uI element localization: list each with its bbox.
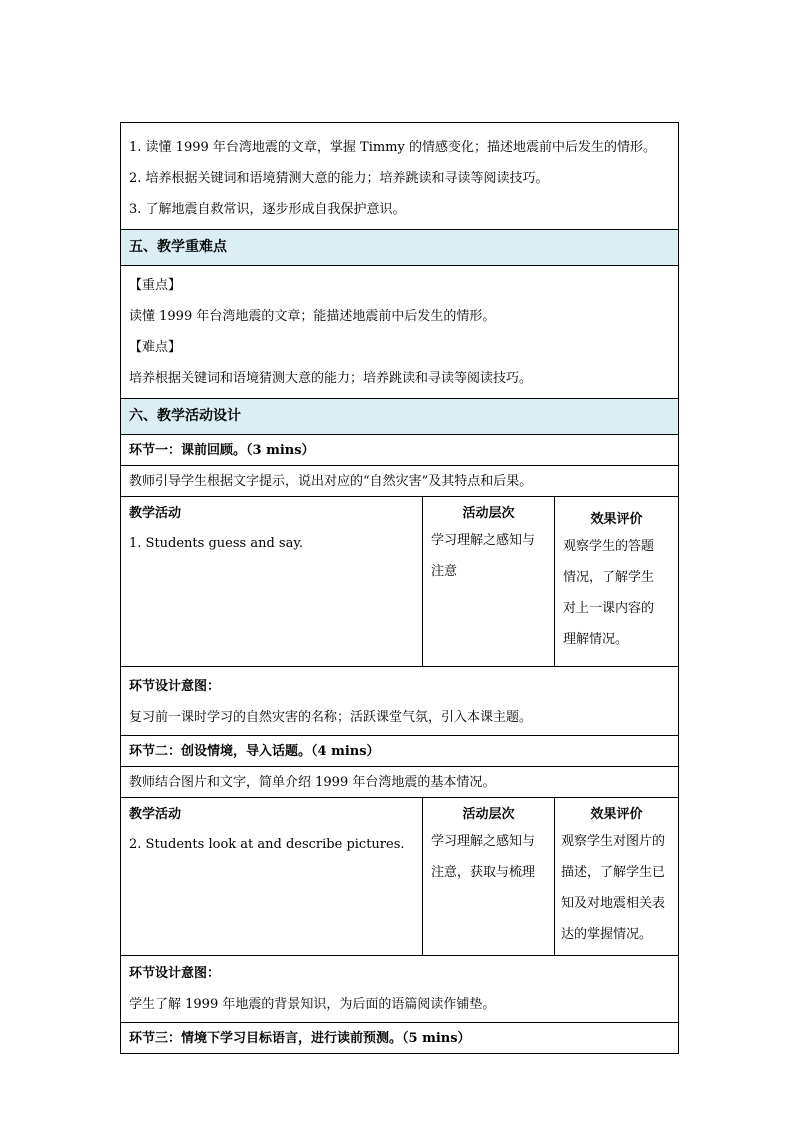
stage-1-activity-text: 1. Students guess and say. xyxy=(129,536,304,551)
stage-1-intro: 教师引导学生根据文字提示，说出对应的“自然灾害”及其特点和后果。 xyxy=(121,466,678,497)
stage-2-design-cell xyxy=(121,956,678,1023)
stage-1-eval-line-1: 观察学生的答题 xyxy=(563,539,655,554)
objective-1: 1. 读懂 1999 年台湾地震的文章，掌握 Timmy 的情感变化；描述地震前中后发生的情形。 xyxy=(129,140,656,155)
stage-1-design-text: 复习前一课时学习的自然灾害的名称；活跃课堂气氛，引入本课主题。 xyxy=(129,710,533,725)
stage-1-activity-header: 教学活动 xyxy=(129,506,182,521)
stage-1-design-cell xyxy=(121,667,678,736)
key-label: 【重点】 xyxy=(129,278,182,293)
difficult-text: 培养根据关键词和语境猜测大意的能力；培养跳读和寻读等阅读技巧。 xyxy=(129,371,533,386)
section-6-title: 六、教学活动设计 xyxy=(121,399,678,435)
stage-2-eval-line-1: 观察学生对图片的 xyxy=(561,834,666,849)
stage-2-design-label: 环节设计意图： xyxy=(129,966,221,981)
stage-1-title: 环节一：课前回顾。（3 mins） xyxy=(121,435,678,466)
key-points-cell xyxy=(121,266,678,399)
stage-2-activity-header: 教学活动 xyxy=(129,807,182,822)
stage-2-activity-text: 2. Students look at and describe pictures. xyxy=(129,837,405,852)
stage-2-eval-header: 效果评价 xyxy=(590,807,643,822)
stage-1-design-label: 环节设计意图： xyxy=(129,679,221,694)
stage-1-level-line-1: 学习理解之感知与 xyxy=(431,533,536,548)
stage-1-eval-header: 效果评价 xyxy=(590,512,643,527)
stage-2-title: 环节二：创设情境，导入话题。（4 mins） xyxy=(121,736,678,767)
stage-3-title: 环节三：情境下学习目标语言，进行读前预测。（5 mins） xyxy=(121,1023,678,1054)
stage-1-activity-table xyxy=(121,497,678,667)
objective-2: 2. 培养根据关键词和语境猜测大意的能力；培养跳读和寻读等阅读技巧。 xyxy=(129,171,549,186)
stage-2-level-header: 活动层次 xyxy=(462,807,515,822)
section-5-title: 五、教学重难点 xyxy=(121,230,678,266)
stage-2-level-line-1: 学习理解之感知与 xyxy=(431,834,536,849)
lesson-plan-table xyxy=(120,122,679,1054)
stage-2-level-line-2: 注意，获取与梳理 xyxy=(431,865,536,880)
objective-3: 3. 了解地震自救常识，逐步形成自我保护意识。 xyxy=(129,202,406,217)
stage-2-eval-line-2: 描述，了解学生已 xyxy=(561,865,666,880)
stage-1-activity-col xyxy=(121,497,423,666)
stage-1-eval-line-2: 情况，了解学生 xyxy=(563,570,655,585)
difficult-label: 【难点】 xyxy=(129,340,182,355)
objectives-cell xyxy=(121,123,678,230)
stage-2-activity-table xyxy=(121,798,678,956)
stage-1-level-line-2: 注意 xyxy=(431,564,458,579)
stage-1-level-col xyxy=(423,497,555,666)
stage-2-eval-line-4: 达的掌握情况。 xyxy=(561,927,653,942)
stage-2-design-text: 学生了解 1999 年地震的背景知识，为后面的语篇阅读作铺垫。 xyxy=(129,997,496,1012)
key-text: 读懂 1999 年台湾地震的文章；能描述地震前中后发生的情形。 xyxy=(129,309,496,324)
stage-2-intro: 教师结合图片和文字，简单介绍 1999 年台湾地震的基本情况。 xyxy=(121,767,678,798)
stage-2-eval-col xyxy=(555,798,678,955)
stage-2-activity-col xyxy=(121,798,423,955)
stage-1-level-header: 活动层次 xyxy=(462,506,515,521)
stage-2-level-col xyxy=(423,798,555,955)
stage-1-eval-line-4: 理解情况。 xyxy=(563,632,629,647)
stage-2-eval-line-3: 知及对地震相关表 xyxy=(561,896,666,911)
stage-1-eval-col xyxy=(555,497,678,666)
stage-1-eval-line-3: 对上一课内容的 xyxy=(563,601,655,616)
